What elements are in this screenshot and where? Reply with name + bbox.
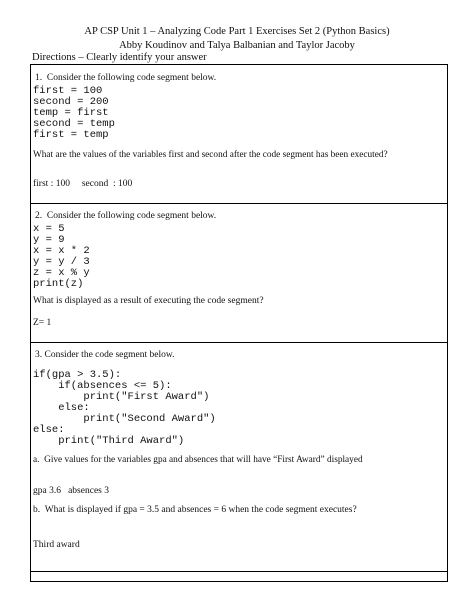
question-3b-answer: Third award xyxy=(33,540,80,550)
question-2-answer: Z= 1 xyxy=(33,318,52,328)
code-line: first = temp xyxy=(33,129,109,141)
question-2-prompt: 2. Consider the following code segment below. xyxy=(35,211,217,221)
question-2-box xyxy=(30,203,448,343)
empty-answer-box xyxy=(30,571,448,582)
question-1-box xyxy=(30,64,448,204)
code-line: second = 200 xyxy=(33,96,109,108)
code-line: z = x % y xyxy=(33,267,90,279)
code-line: x = x * 2 xyxy=(33,245,90,257)
directions-text: Directions – Clearly identify your answer xyxy=(32,52,207,63)
code-line: temp = first xyxy=(33,107,109,119)
code-line: y = y / 3 xyxy=(33,256,90,268)
code-line: x = 5 xyxy=(33,223,65,235)
question-1-answer: first : 100 second : 100 xyxy=(33,179,133,189)
document-authors: Abby Koudinov and Talya Balbanian and Taylor Jacoby xyxy=(119,40,355,51)
code-line: else: xyxy=(33,424,65,436)
code-line: print("Third Award") xyxy=(33,435,185,447)
code-line: print(z) xyxy=(33,278,84,290)
code-line: if(absences <= 5): xyxy=(33,380,172,392)
question-3a-answer: gpa 3.6 absences 3 xyxy=(33,486,109,496)
question-3-prompt: 3. Consider the code segment below. xyxy=(35,350,175,360)
question-1-prompt: 1. Consider the following code segment below. xyxy=(35,73,217,83)
code-line: if(gpa > 3.5): xyxy=(33,369,122,381)
question-2-text: What is displayed as a result of executing the code segment? xyxy=(33,296,264,306)
code-line: second = temp xyxy=(33,118,115,130)
code-line: first = 100 xyxy=(33,85,103,97)
document-title: AP CSP Unit 1 – Analyzing Code Part 1 Exercises Set 2 (Python Basics) xyxy=(84,26,390,37)
code-line: print("Second Award") xyxy=(33,413,216,425)
code-line: else: xyxy=(33,402,90,414)
question-3b-text: b. What is displayed if gpa = 3.5 and absences = 6 when the code segment executes? xyxy=(33,505,357,515)
code-line: print("First Award") xyxy=(33,391,210,403)
code-line: y = 9 xyxy=(33,234,65,246)
question-1-text: What are the values of the variables first and second after the code segment has been executed? xyxy=(33,150,388,160)
question-3-box xyxy=(30,342,448,572)
question-3a-text: a. Give values for the variables gpa and absences that will have “First Award” displayed xyxy=(33,455,363,465)
